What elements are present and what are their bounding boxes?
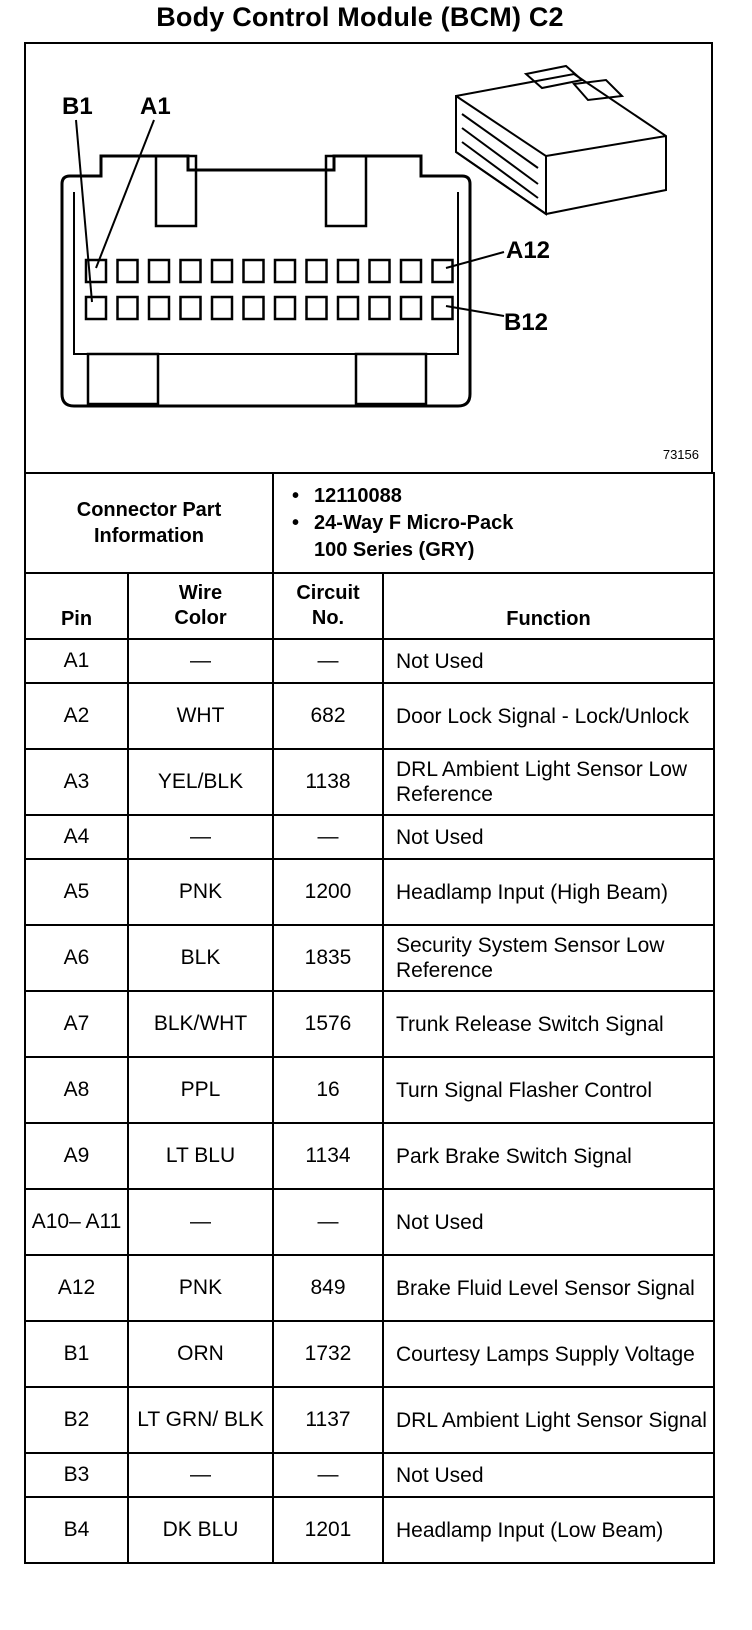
connector-series: 100 Series (GRY) xyxy=(314,538,475,561)
table-row xyxy=(25,639,714,683)
circuit-cell: — xyxy=(273,639,383,683)
table-row xyxy=(25,1255,714,1321)
wire-color-cell: — xyxy=(128,639,273,683)
header-function: Function xyxy=(383,573,714,639)
pin-cavity xyxy=(338,260,358,282)
function-cell: Not Used xyxy=(383,1189,714,1255)
label-a12: A12 xyxy=(506,237,551,264)
connector-isometric-icon xyxy=(456,66,666,214)
pin-cell: A3 xyxy=(25,749,128,815)
connector-info-value-1: • 12110088 xyxy=(292,484,402,507)
table-header-row xyxy=(25,573,714,639)
function-cell: Not Used xyxy=(383,639,714,683)
wire-color-cell: PPL xyxy=(128,1057,273,1123)
wire-color-cell: BLK/WHT xyxy=(128,991,273,1057)
connector-info-value-3 xyxy=(292,537,713,564)
table-row xyxy=(25,1453,714,1497)
pin-cell: B1 xyxy=(25,1321,128,1387)
circuit-cell: 1138 xyxy=(273,749,383,815)
pin-cell: B2 xyxy=(25,1387,128,1453)
connector-info-label-line1: Connector Part xyxy=(76,499,222,521)
function-cell: Courtesy Lamps Supply Voltage xyxy=(383,1321,714,1387)
connector-info-value-2: • 24-Way F Micro-Pack xyxy=(292,511,514,534)
pin-cell: A5 xyxy=(25,859,128,925)
header-circuit-line2: No. xyxy=(311,607,345,629)
function-cell: Security System Sensor Low Reference xyxy=(383,925,714,991)
pin-cell: A10– A11 xyxy=(25,1189,128,1255)
wire-color-cell: PNK xyxy=(128,1255,273,1321)
table-row xyxy=(25,815,714,859)
table-row xyxy=(25,1497,714,1563)
connector-info-label xyxy=(25,473,273,573)
pin-cell: A2 xyxy=(25,683,128,749)
wire-color-cell: BLK xyxy=(128,925,273,991)
function-cell: Headlamp Input (High Beam) xyxy=(383,859,714,925)
circuit-cell: 1134 xyxy=(273,1123,383,1189)
pin-cavity xyxy=(275,260,295,282)
wire-color-cell: — xyxy=(128,1453,273,1497)
pin-cavity xyxy=(433,297,453,319)
wire-color-cell: WHT xyxy=(128,683,273,749)
wire-color-cell: DK BLU xyxy=(128,1497,273,1563)
header-circuit-line1: Circuit xyxy=(296,582,360,604)
pin-cell: A12 xyxy=(25,1255,128,1321)
pin-cavity xyxy=(244,260,264,282)
pin-cavity xyxy=(181,297,201,319)
wire-color-cell: PNK xyxy=(128,859,273,925)
table-row xyxy=(25,1189,714,1255)
connector-info-values xyxy=(273,473,714,573)
part-number: 12110088 xyxy=(314,484,402,507)
wire-color-cell: LT BLU xyxy=(128,1123,273,1189)
pin-cell: A9 xyxy=(25,1123,128,1189)
pin-cavity xyxy=(86,297,106,319)
page-title: Body Control Module (BCM) C2 xyxy=(156,2,564,32)
pin-cavity xyxy=(181,260,201,282)
label-a1: A1 xyxy=(140,93,171,120)
table-row xyxy=(25,749,714,815)
leader-a12 xyxy=(446,252,504,268)
pin-cavity xyxy=(307,260,327,282)
wire-color-cell: — xyxy=(128,815,273,859)
label-b12: B12 xyxy=(504,309,549,336)
table-row xyxy=(25,1321,714,1387)
latch-tab-right xyxy=(326,156,366,226)
wire-color-cell: YEL/BLK xyxy=(128,749,273,815)
function-cell: DRL Ambient Light Sensor Low Reference xyxy=(383,749,714,815)
table-row xyxy=(25,991,714,1057)
label-b1: B1 xyxy=(62,93,93,120)
pin-cavity xyxy=(212,297,232,319)
circuit-cell: 1835 xyxy=(273,925,383,991)
pin-grid xyxy=(86,260,453,319)
connector-face-diagram xyxy=(26,44,711,472)
pin-cavity xyxy=(338,297,358,319)
pin-cavity xyxy=(149,297,169,319)
leader-b1 xyxy=(76,120,92,302)
header-circuit xyxy=(273,573,383,639)
latch-tab-left xyxy=(156,156,196,226)
table-row xyxy=(25,1057,714,1123)
circuit-cell: 1576 xyxy=(273,991,383,1057)
function-cell: Not Used xyxy=(383,815,714,859)
wire-color-cell: ORN xyxy=(128,1321,273,1387)
pin-cavity xyxy=(244,297,264,319)
circuit-cell: — xyxy=(273,815,383,859)
connector-info-row xyxy=(25,473,714,573)
circuit-cell: 849 xyxy=(273,1255,383,1321)
connector-diagram-panel xyxy=(24,42,713,474)
function-cell: Headlamp Input (Low Beam) xyxy=(383,1497,714,1563)
pin-cavity xyxy=(118,297,138,319)
table-row xyxy=(25,1387,714,1453)
function-cell: Park Brake Switch Signal xyxy=(383,1123,714,1189)
pin-cavity xyxy=(275,297,295,319)
pin-cell: B4 xyxy=(25,1497,128,1563)
function-cell: Turn Signal Flasher Control xyxy=(383,1057,714,1123)
table-row xyxy=(25,1123,714,1189)
pin-cavity xyxy=(370,260,390,282)
circuit-cell: 16 xyxy=(273,1057,383,1123)
circuit-cell: — xyxy=(273,1189,383,1255)
circuit-cell: 1200 xyxy=(273,859,383,925)
circuit-cell: — xyxy=(273,1453,383,1497)
pin-cavity xyxy=(212,260,232,282)
function-cell: DRL Ambient Light Sensor Signal xyxy=(383,1387,714,1453)
pin-cell: A7 xyxy=(25,991,128,1057)
pin-cavity xyxy=(401,297,421,319)
header-wire-color-line1: Wire xyxy=(178,582,223,604)
circuit-cell: 1201 xyxy=(273,1497,383,1563)
pin-cell: B3 xyxy=(25,1453,128,1497)
table-row xyxy=(25,683,714,749)
pin-cavity xyxy=(401,260,421,282)
pin-cavity xyxy=(307,297,327,319)
key-left xyxy=(88,354,158,404)
pin-cavity xyxy=(149,260,169,282)
pin-cavity xyxy=(118,260,138,282)
function-cell: Not Used xyxy=(383,1453,714,1497)
wire-color-cell: LT GRN/ BLK xyxy=(128,1387,273,1453)
pin-cell: A6 xyxy=(25,925,128,991)
leader-a1 xyxy=(96,120,154,268)
connector-type: 24-Way F Micro-Pack xyxy=(314,511,514,534)
leader-b12 xyxy=(446,306,504,316)
pin-cavity xyxy=(433,260,453,282)
circuit-cell: 1137 xyxy=(273,1387,383,1453)
table-row xyxy=(25,859,714,925)
pin-cavity xyxy=(370,297,390,319)
function-cell: Door Lock Signal - Lock/Unlock xyxy=(383,683,714,749)
connector-info-label-line2: Information xyxy=(94,525,204,547)
key-right xyxy=(356,354,426,404)
pinout-table xyxy=(24,472,715,1564)
function-cell: Trunk Release Switch Signal xyxy=(383,991,714,1057)
pin-cell: A4 xyxy=(25,815,128,859)
function-cell: Brake Fluid Level Sensor Signal xyxy=(383,1255,714,1321)
header-pin: Pin xyxy=(25,573,128,639)
table-row xyxy=(25,925,714,991)
header-wire-color-line2: Color xyxy=(174,607,227,629)
circuit-cell: 1732 xyxy=(273,1321,383,1387)
pin-cell: A8 xyxy=(25,1057,128,1123)
wire-color-cell: — xyxy=(128,1189,273,1255)
header-wire-color xyxy=(128,573,273,639)
circuit-cell: 682 xyxy=(273,683,383,749)
pin-cell: A1 xyxy=(25,639,128,683)
figure-number: 73156 xyxy=(662,447,699,462)
